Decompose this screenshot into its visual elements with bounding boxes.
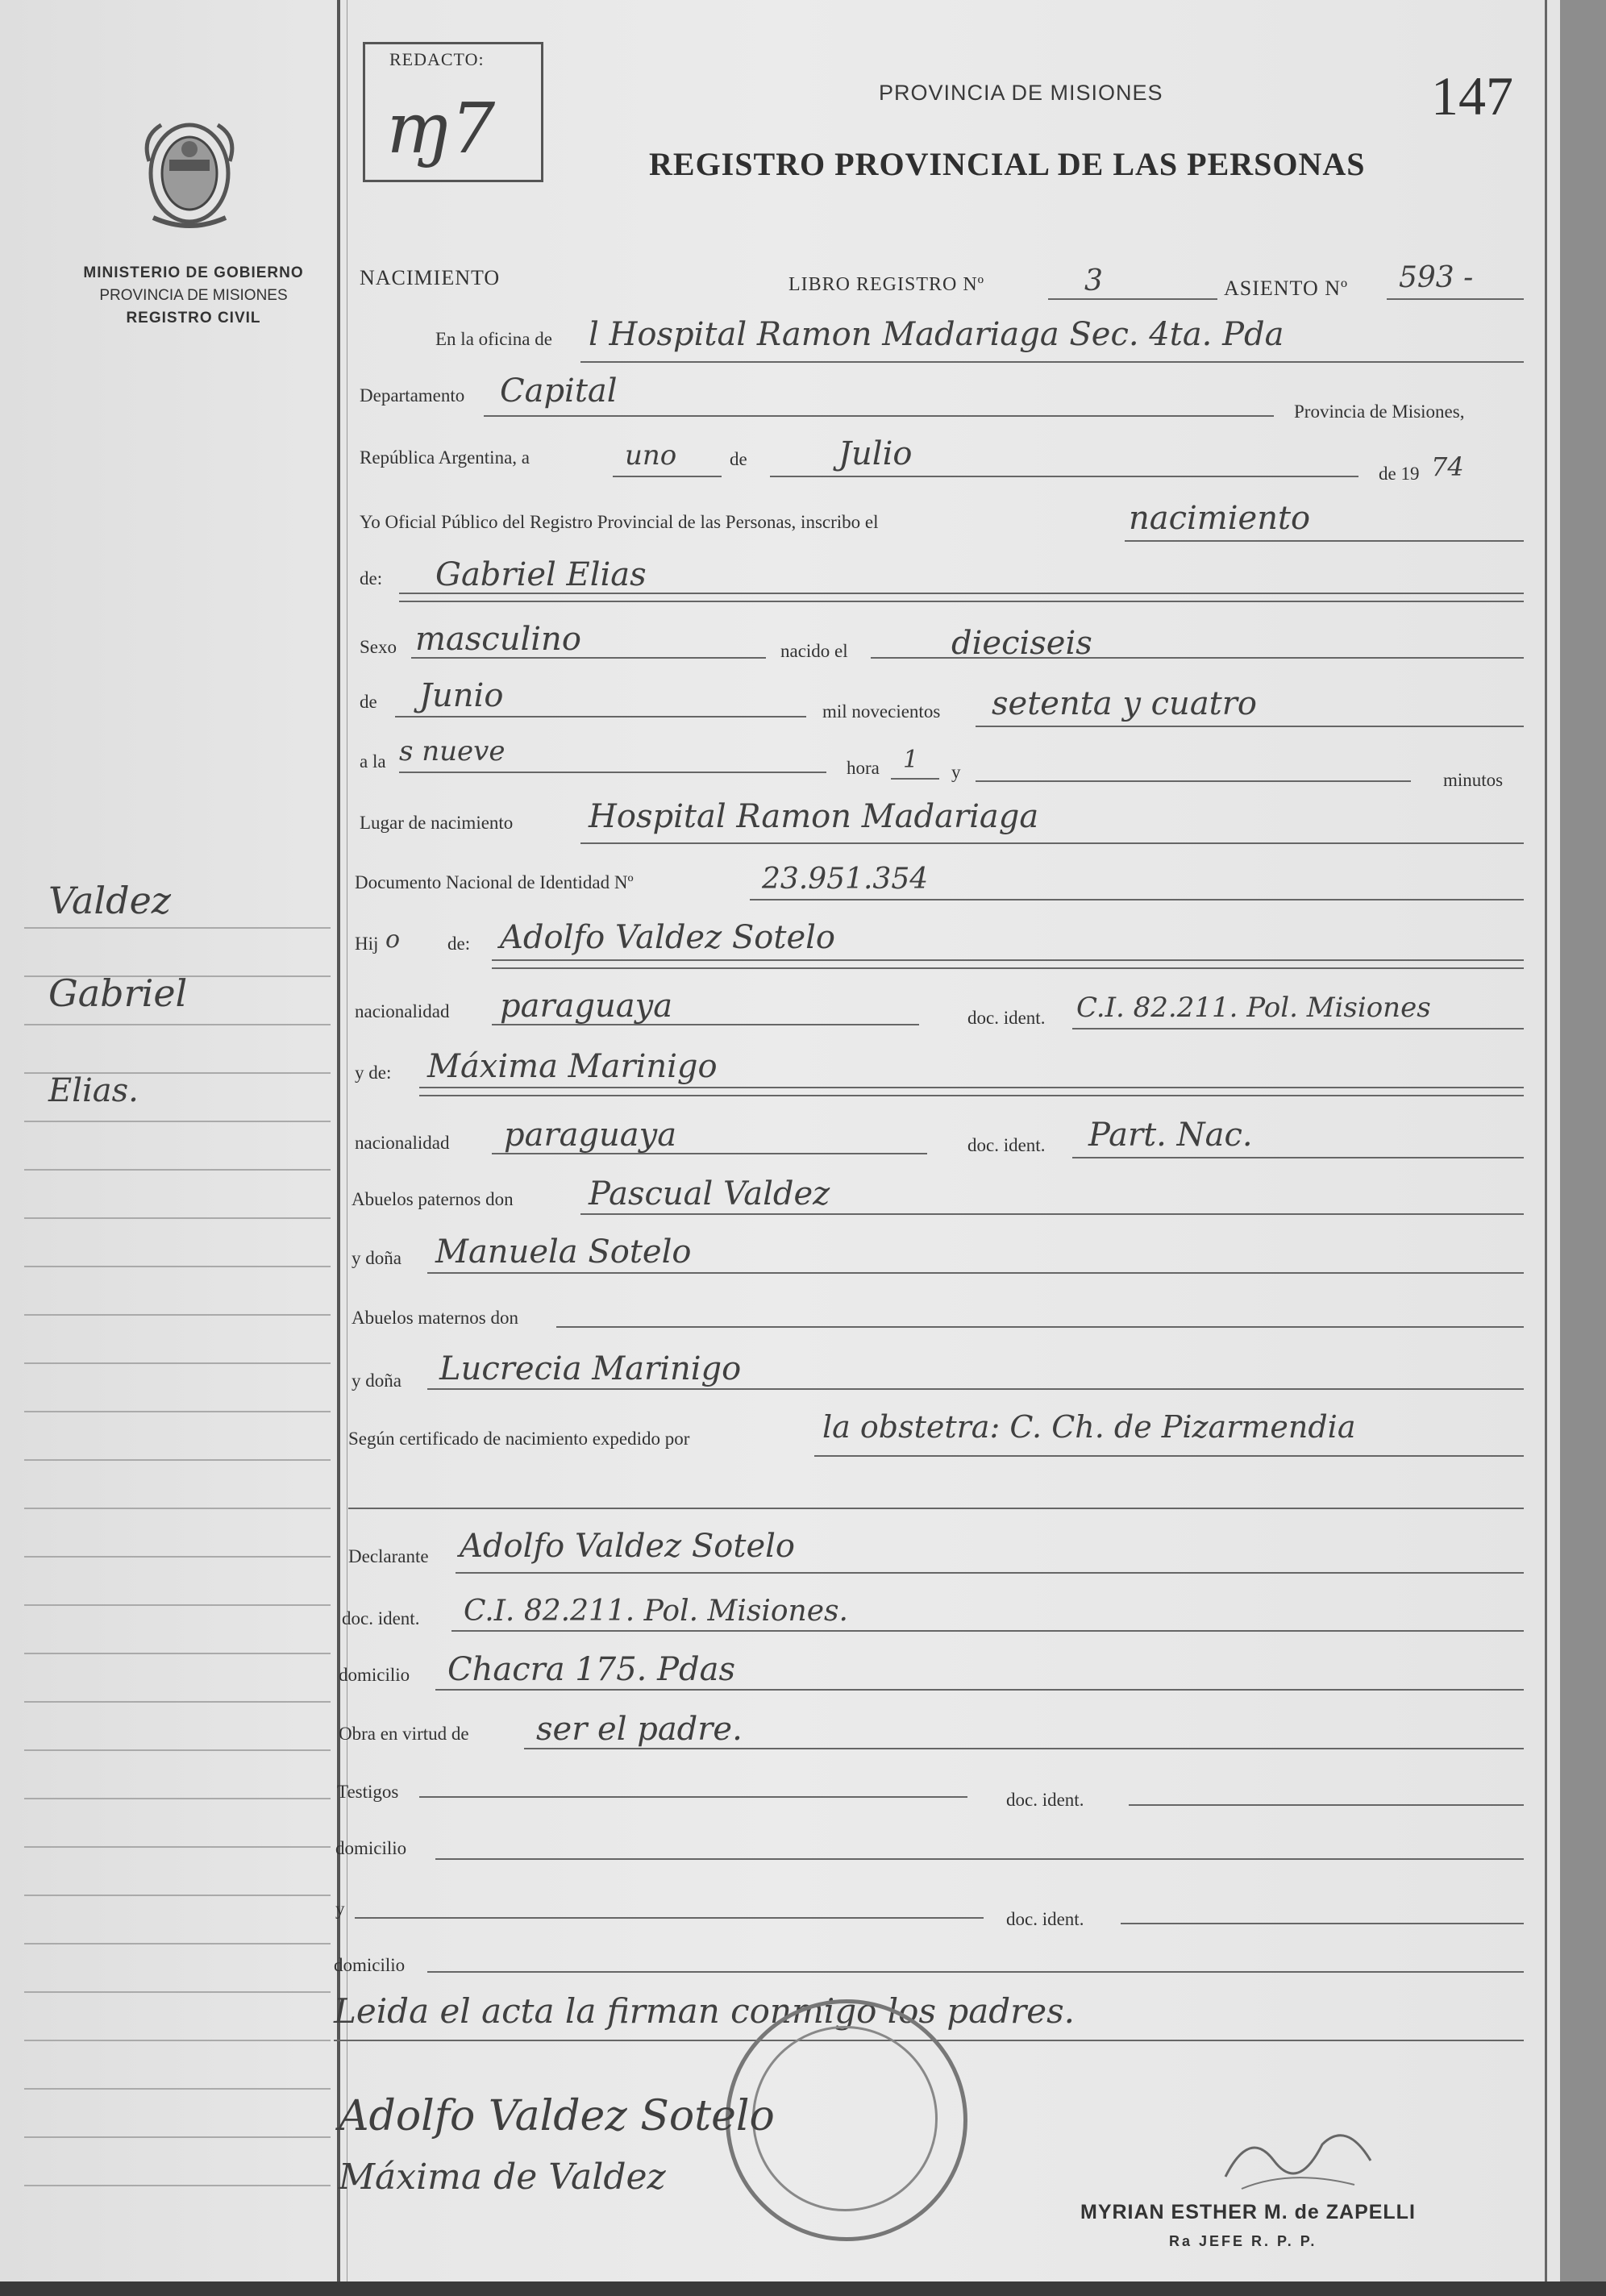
ledger-line [24, 1701, 331, 1703]
hora-y: y [951, 762, 961, 782]
fill-line [435, 1858, 1524, 1860]
ledger-line [24, 1217, 331, 1219]
ledger-line [24, 1749, 331, 1751]
declarante-value: Adolfo Valdez Sotelo [460, 1528, 795, 1565]
fill-line [456, 1572, 1524, 1574]
ledger-line [24, 1604, 331, 1606]
redacto-label: REDACTO: [389, 49, 485, 69]
fill-line [492, 967, 1524, 969]
fill-line [814, 1455, 1524, 1457]
ministry-line-2: PROVINCIA DE MISIONES [99, 287, 288, 304]
fill-line [1072, 1157, 1524, 1158]
ledger-line [24, 1266, 331, 1267]
fill-line [976, 726, 1524, 727]
hora-label: hora [847, 758, 880, 778]
domicilio-value: Chacra 175. Pdas [447, 1651, 735, 1688]
doc-ident-label: doc. ident. [967, 1008, 1046, 1028]
ledger-line [24, 1846, 331, 1848]
declarante-doc: C.I. 82.211. Pol. Misiones. [464, 1595, 848, 1628]
fill-line [427, 1272, 1524, 1274]
departamento-label: Departamento [360, 385, 465, 406]
nacionalidad-madre: paraguaya [504, 1117, 677, 1154]
dia-value: uno [625, 439, 677, 472]
fill-line [580, 842, 1524, 844]
nacido-label: nacido el [780, 641, 848, 661]
margin-second-name: Elias. [48, 1072, 139, 1109]
margin-surname: Valdez [48, 879, 172, 922]
hora-number: 1 [903, 746, 919, 774]
fill-line [427, 1971, 1524, 1973]
signature-father: Adolfo Valdez Sotelo [339, 2092, 775, 2140]
libro-label: LIBRO REGISTRO Nº [788, 274, 985, 295]
abuelo-paterno: Pascual Valdez [589, 1175, 830, 1212]
fill-line [580, 361, 1524, 363]
fill-line [750, 899, 1524, 901]
y-de-label: y de: [355, 1063, 392, 1083]
ledger-line [24, 1556, 331, 1558]
hijo-gender-suffix: o [385, 925, 401, 954]
certificado-label: Según certificado de nacimiento expedido por [348, 1429, 690, 1449]
ledger-line [24, 2136, 331, 2138]
redacto-initials: ɱ7 [385, 89, 496, 169]
ledger-line [24, 1459, 331, 1461]
mes-value: Julio [838, 435, 913, 472]
oficial-value: nacimiento [1129, 500, 1311, 537]
obra-value: ser el padre. [536, 1711, 743, 1748]
fill-line [1125, 540, 1524, 542]
official-signature-icon [1217, 2112, 1379, 2201]
sexo-label: Sexo [360, 637, 397, 657]
declarante-label: Declarante [348, 1546, 429, 1566]
abuelos-paternos-label: Abuelos paternos don [352, 1189, 514, 1209]
certificado-value: la obstetra: C. Ch. de Pizarmendia [822, 1409, 1356, 1445]
doc-madre: Part. Nac. [1088, 1117, 1253, 1154]
ministry-line-3: REGISTRO CIVIL [126, 310, 261, 327]
sexo-value: masculino [415, 621, 581, 658]
nacionalidad-padre: paraguaya [500, 988, 673, 1025]
departamento-value: Capital [500, 372, 618, 410]
fill-line [427, 1388, 1524, 1390]
record-type: NACIMIENTO [360, 266, 501, 289]
ledger-line [24, 1121, 331, 1122]
ledger-line [24, 1169, 331, 1171]
oficial-text: Yo Oficial Público del Registro Provincial de las Personas, inscribo el [360, 512, 879, 532]
oficina-label: En la oficina de [435, 329, 552, 349]
anio-label: de 19 [1379, 464, 1420, 484]
registry-title: REGISTRO PROVINCIAL DE LAS PERSONAS [649, 146, 1366, 182]
nacido-anio: setenta y cuatro [992, 685, 1257, 722]
ledger-line [24, 1411, 331, 1412]
margin-column [0, 0, 339, 2296]
oficina-value: l Hospital Ramon Madariaga Sec. 4ta. Pda [589, 316, 1284, 353]
official-name: MYRIAN ESTHER M. de ZAPELLI [1080, 2201, 1416, 2223]
padre-value: Adolfo Valdez Sotelo [500, 919, 835, 956]
redacto-box [363, 42, 543, 182]
dni-label: Documento Nacional de Identidad Nº [355, 872, 634, 892]
fill-line [770, 476, 1358, 477]
doc-ident-label: doc. ident. [1006, 1909, 1084, 1929]
ledger-line [24, 1943, 331, 1945]
y-label: y [335, 1899, 345, 1919]
scan-bottom-edge [0, 2281, 1606, 2296]
nombre-value: Gabriel Elias [435, 556, 647, 593]
fill-line [419, 1087, 1524, 1088]
obra-label: Obra en virtud de [339, 1724, 469, 1744]
republica-label: República Argentina, a [360, 447, 530, 468]
anio-value: 74 [1431, 451, 1464, 482]
testigos-label: Testigos [337, 1782, 399, 1802]
fill-line [976, 780, 1411, 782]
ala-label: a la [360, 751, 386, 772]
doc-ident-label: doc. ident. [342, 1608, 420, 1628]
fill-line [1121, 1923, 1524, 1924]
margin-first-name: Gabriel [48, 971, 188, 1015]
ledger-line [24, 1991, 331, 1993]
official-title: Ra JEFE R. P. P. [1169, 2233, 1317, 2249]
lugar-label: Lugar de nacimiento [360, 813, 514, 833]
ledger-line [24, 1798, 331, 1799]
fill-line [1129, 1804, 1524, 1806]
fill-line [435, 1689, 1524, 1691]
dni-value: 23.951.354 [762, 863, 929, 896]
y-dona-label: y doña [352, 1371, 402, 1391]
closing-text: Leida el acta la firman conmigo los padres. [334, 1991, 1076, 2031]
fill-line [484, 415, 1274, 417]
fill-line [348, 1508, 1524, 1509]
fill-line [451, 1630, 1524, 1632]
fill-line [492, 959, 1524, 961]
nombre-label: de: [360, 568, 383, 589]
nacionalidad-label: nacionalidad [355, 1133, 450, 1153]
fill-line [891, 778, 939, 780]
domicilio-label: domicilio [339, 1665, 410, 1685]
minutos-label: minutos [1443, 770, 1504, 790]
domicilio-label: domicilio [334, 1955, 406, 1975]
ledger-line [24, 2040, 331, 2041]
libro-value: 3 [1084, 264, 1103, 297]
doc-ident-label: doc. ident. [967, 1135, 1046, 1155]
fill-line [524, 1748, 1524, 1749]
fill-line [399, 601, 1524, 602]
hijo-de-label: de: [447, 934, 471, 954]
ledger-line [24, 927, 331, 929]
fill-line [395, 716, 806, 718]
asiento-label: ASIENTO Nº [1224, 277, 1349, 300]
ledger-line [24, 2088, 331, 2090]
page-number: 147 [1431, 65, 1513, 127]
nacionalidad-label: nacionalidad [355, 1001, 450, 1021]
nacido-dia: dieciseis [951, 625, 1092, 662]
asiento-value: 593 - [1399, 261, 1474, 294]
ministry-line-1: MINISTERIO DE GOBIERNO [83, 264, 304, 281]
abuela-materna: Lucrecia Marinigo [439, 1350, 742, 1387]
stamp-inner-ring [752, 2026, 938, 2211]
fill-line [419, 1095, 1524, 1096]
ledger-line [24, 1653, 331, 1654]
lugar-value: Hospital Ramon Madariaga [589, 798, 1039, 835]
domicilio-label: domicilio [335, 1838, 407, 1858]
ledger-line [24, 1508, 331, 1509]
fill-line [1387, 298, 1524, 300]
abuelos-maternos-label: Abuelos maternos don [352, 1308, 518, 1328]
coat-of-arms-icon [137, 113, 242, 234]
abuela-paterna: Manuela Sotelo [435, 1233, 692, 1271]
fill-line [355, 1917, 984, 1919]
province-header: PROVINCIA DE MISIONES [879, 81, 1163, 105]
ministry-heading [56, 262, 331, 330]
hijo-label: Hij [355, 934, 379, 954]
ledger-line [24, 1895, 331, 1896]
madre-value: Máxima Marinigo [427, 1048, 718, 1085]
fill-line [580, 1213, 1524, 1215]
hora-value: s nueve [399, 735, 506, 767]
doc-ident-label: doc. ident. [1006, 1790, 1084, 1810]
fill-line [419, 1796, 967, 1798]
fill-line [399, 772, 826, 773]
ledger-line [24, 1362, 331, 1364]
fill-line [1072, 1028, 1524, 1029]
mil-label: mil novecientos [822, 701, 941, 722]
de-label: de [730, 449, 747, 469]
y-dona-label: y doña [352, 1248, 402, 1268]
margin-divider [337, 0, 340, 2296]
page-edge [1545, 0, 1547, 2296]
fill-line [1048, 298, 1217, 300]
ledger-line [24, 1314, 331, 1316]
fill-line [613, 476, 722, 477]
ledger-line [24, 2185, 331, 2186]
fill-line [556, 1326, 1524, 1328]
doc-padre: C.I. 82.211. Pol. Misiones [1076, 992, 1431, 1024]
ledger-line [24, 1024, 331, 1025]
signature-mother: Máxima de Valdez [339, 2157, 666, 2198]
provincia-label: Provincia de Misiones, [1294, 401, 1465, 422]
de-label: de [360, 692, 377, 712]
nacido-mes: Junio [419, 677, 504, 714]
